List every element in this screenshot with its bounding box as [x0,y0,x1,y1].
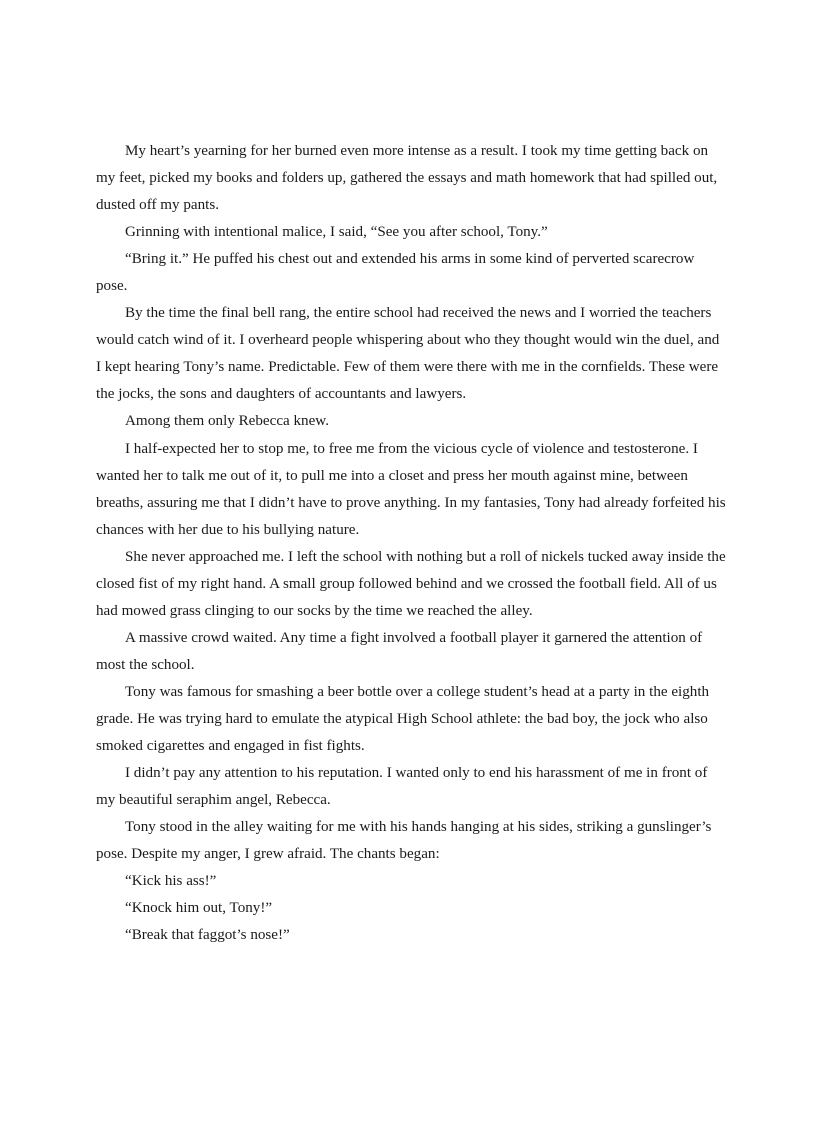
paragraph: I half-expected her to stop me, to free me from the vicious cycle of violence and testosterone. I wanted her to talk me out of it, to pull me into a closet and press her mouth against mine, between breaths, assuring me that I didn’t have to prove anything. In my fantasies, Tony had already forfeited his chances with her due to his bullying nature. [96,440,726,538]
dialogue-line: “Break that faggot’s nose!” [125,927,290,944]
document-page [96,138,728,949]
dialogue-line: “Kick his ass!” [125,873,217,890]
paragraph: A massive crowd waited. Any time a fight involved a football player it garnered the attention of most the school. [96,629,703,673]
paragraph: “Bring it.” He puffed his chest out and extended his arms in some kind of perverted scarecrow pose. [96,251,695,295]
paragraph: Among them only Rebecca knew. [125,413,329,430]
paragraph: My heart’s yearning for her burned even more intense as a result. I took my time getting back on my feet, picked my books and folders up, gathered the essays and math homework that had spilled out, dusted off my pants. [96,143,718,214]
paragraph: I didn’t pay any attention to his reputation. I wanted only to end his harassment of me in front of my beautiful seraphim angel, Rebecca. [96,765,708,809]
paragraph: She never approached me. I left the school with nothing but a roll of nickels tucked away inside the closed fist of my right hand. A small group followed behind and we crossed the football field. All of us had mowed grass clinging to our socks by the time we reached the alley. [96,548,726,619]
paragraph: Grinning with intentional malice, I said, “See you after school, Tony.” [125,224,548,241]
dialogue-line: “Knock him out, Tony!” [125,900,273,917]
paragraph: Tony was famous for smashing a beer bottle over a college student’s head at a party in the eighth grade. He was trying hard to emulate the atypical High School athlete: the bad boy, the jock who also smoked cigarettes and engaged in fist fights. [96,683,710,755]
paragraph: By the time the final bell rang, the entire school had received the news and I worried the teachers would catch wind of it. I overheard people whispering about who they thought would win the duel, and I kept hearing Tony’s name. Predictable. Few of them were there with me in the cornfields. These were the jocks, the sons and daughters of accountants and lawyers. [96,305,720,403]
paragraph: Tony stood in the alley waiting for me with his hands hanging at his sides, striking a gunslinger’s pose. Despite my anger, I grew afraid. The chants began: [96,819,712,863]
